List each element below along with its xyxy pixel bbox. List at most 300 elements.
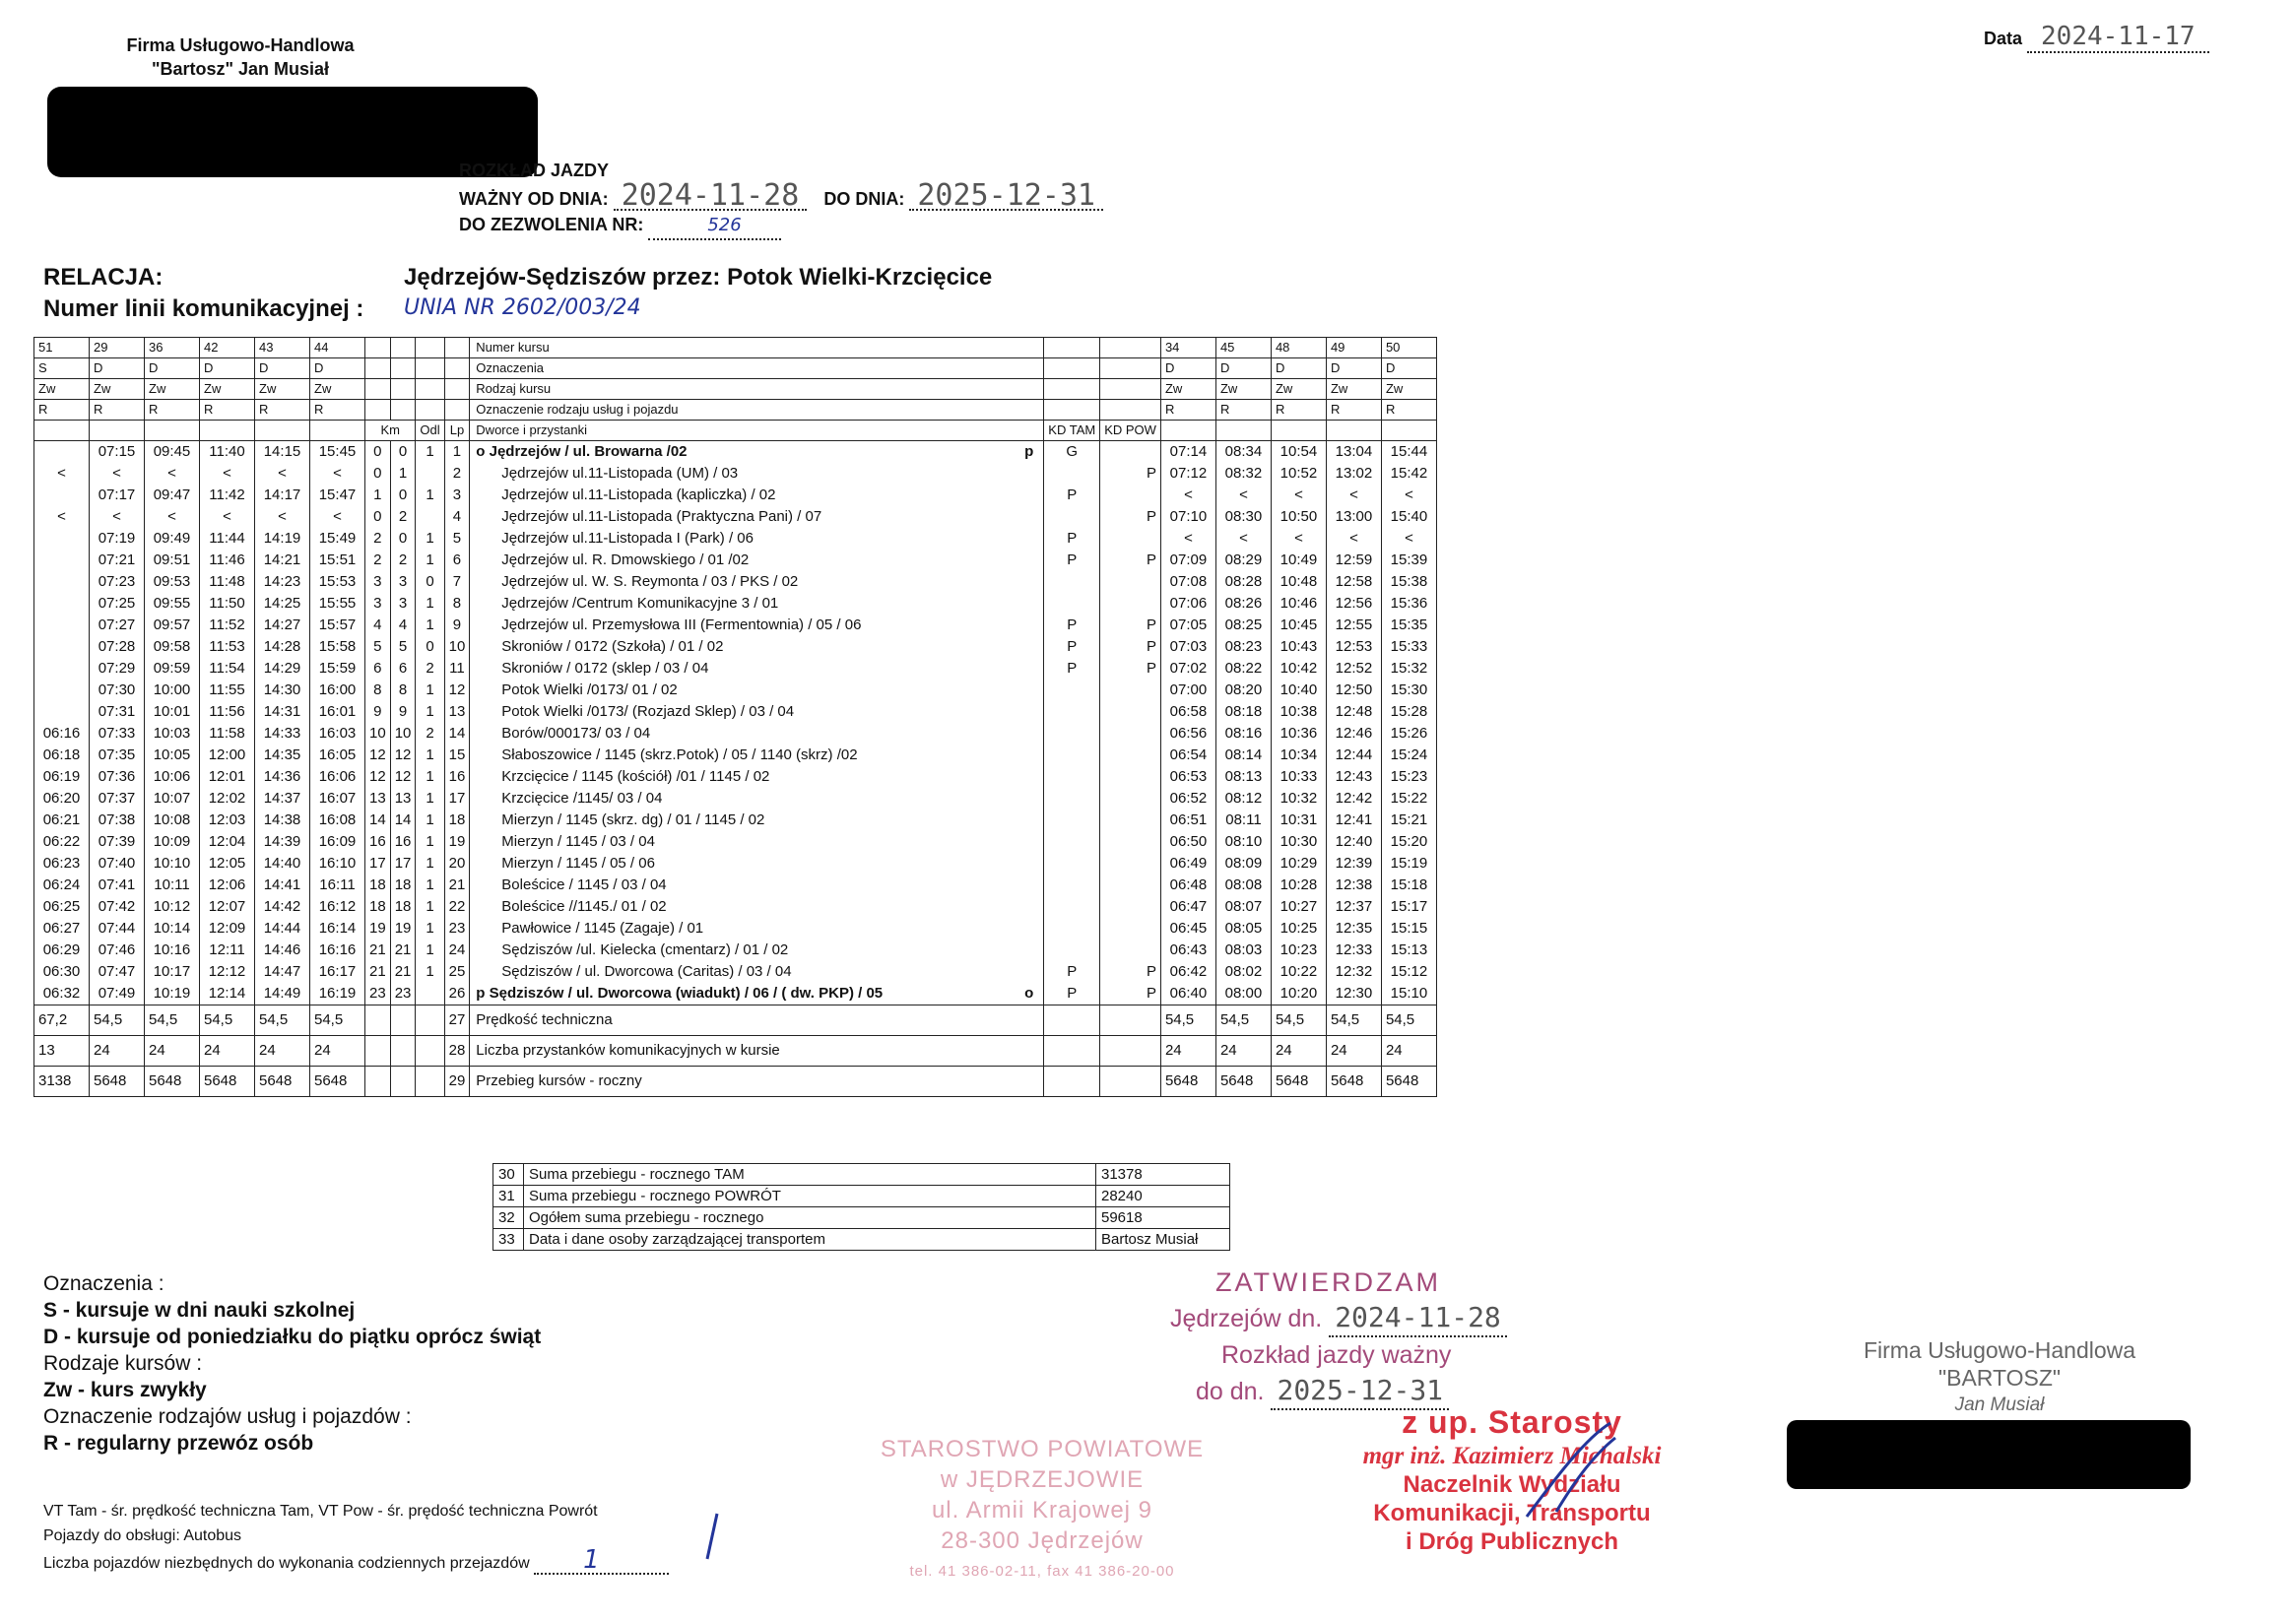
departure-time: 07:14 xyxy=(1160,441,1215,464)
course-header-cell: R xyxy=(145,400,200,421)
stop-name-text: Boleścice //1145./ 01 / 02 xyxy=(501,898,667,915)
departure-time: 10:34 xyxy=(1271,745,1326,766)
departure-time: 15:15 xyxy=(1381,918,1436,940)
departure-time: 08:22 xyxy=(1215,658,1271,680)
stop-number: 5 xyxy=(444,528,470,550)
empty-cell xyxy=(90,421,145,441)
stop-name-text: Jędrzejów ul. Przemysłowa III (Fermentownia) / 05 / 06 xyxy=(501,616,862,633)
stop-name xyxy=(470,506,1044,528)
kd-pow-value xyxy=(1100,485,1161,506)
stop-number: 29 xyxy=(444,1067,470,1097)
stop-name-text: Potok Wielki /0173/ 01 / 02 xyxy=(501,681,678,698)
empty-cell xyxy=(365,358,391,379)
departure-time: 12:44 xyxy=(1326,745,1381,766)
course-header-cell: 49 xyxy=(1326,338,1381,358)
kd-tam-value xyxy=(1044,745,1100,766)
stop-number: 8 xyxy=(444,593,470,615)
kd-pow-value xyxy=(1100,918,1161,940)
empty-cell xyxy=(444,400,470,421)
departure-time: 15:28 xyxy=(1381,701,1436,723)
departure-time: 12:38 xyxy=(1326,875,1381,896)
summary-value: 24 xyxy=(1215,1036,1271,1067)
odl-head: Odl xyxy=(416,421,444,441)
kd-pow-value: P xyxy=(1100,550,1161,571)
note-count-row xyxy=(43,1545,669,1576)
note-vehicles: Pojazdy do obsługi: Autobus xyxy=(43,1527,242,1544)
departure-time: 06:23 xyxy=(34,853,90,875)
stop-name-text: o Jędrzejów / ul. Browarna /02 xyxy=(476,443,688,460)
stop-row xyxy=(34,550,1437,571)
empty-cell xyxy=(145,421,200,441)
stop-number: 28 xyxy=(444,1036,470,1067)
stop-number: 15 xyxy=(444,745,470,766)
kd-pow-value xyxy=(1100,593,1161,615)
km-value: 10 xyxy=(365,723,391,745)
company-name xyxy=(102,33,378,81)
summary-label: Suma przebiegu - rocznego POWRÓT xyxy=(524,1186,1096,1207)
approval-l4: do dn. xyxy=(1196,1378,1265,1405)
approval-l2: Jędrzejów dn. xyxy=(1170,1305,1323,1332)
departure-time: 12:00 xyxy=(200,745,255,766)
departure-time: 07:46 xyxy=(90,940,145,961)
empty-cell xyxy=(1044,1036,1100,1067)
header-row xyxy=(34,379,1437,400)
course-header-cell: D xyxy=(1381,358,1436,379)
departure-time: 10:54 xyxy=(1271,441,1326,464)
distance-value: 1 xyxy=(416,766,444,788)
departure-time xyxy=(34,528,90,550)
km-value: 16 xyxy=(390,831,416,853)
stop-name xyxy=(470,485,1044,506)
course-header-cell: 45 xyxy=(1215,338,1271,358)
redacted-signature xyxy=(1787,1420,2191,1489)
distance-value: 1 xyxy=(416,615,444,636)
distance-value: 2 xyxy=(416,658,444,680)
departure-time: 06:27 xyxy=(34,918,90,940)
summary-value: 54,5 xyxy=(1160,1005,1215,1036)
departure-time: 10:36 xyxy=(1271,723,1326,745)
km-value: 8 xyxy=(365,680,391,701)
stop-name xyxy=(470,918,1044,940)
stop-name-text: Jędrzejów ul. W. S. Reymonta / 03 / PKS / 02 xyxy=(501,573,799,590)
stop-name xyxy=(470,593,1044,615)
departure-time: 12:48 xyxy=(1326,701,1381,723)
stop-name xyxy=(470,788,1044,810)
departure-time: 08:32 xyxy=(1215,463,1271,485)
departure-time: 14:28 xyxy=(255,636,310,658)
departure-time: 15:55 xyxy=(310,593,365,615)
km-value: 4 xyxy=(390,615,416,636)
departure-time: 12:42 xyxy=(1326,788,1381,810)
stop-name xyxy=(470,528,1044,550)
departure-time: 12:50 xyxy=(1326,680,1381,701)
empty-cell xyxy=(1044,1005,1100,1036)
departure-time: 12:39 xyxy=(1326,853,1381,875)
course-header-cell: Zw xyxy=(34,379,90,400)
course-header-cell: R xyxy=(1326,400,1381,421)
stop-number: 25 xyxy=(444,961,470,983)
departure-time: 08:13 xyxy=(1215,766,1271,788)
summary-value: 67,2 xyxy=(34,1005,90,1036)
km-value: 3 xyxy=(365,593,391,615)
course-header-cell: 50 xyxy=(1381,338,1436,358)
departure-time: 06:48 xyxy=(1160,875,1215,896)
company-line2: "Bartosz" Jan Musiał xyxy=(151,59,330,79)
stop-row xyxy=(34,506,1437,528)
legend-r: R - regularny przewóz osób xyxy=(43,1432,314,1455)
empty-cell xyxy=(1044,400,1100,421)
departure-time: 12:14 xyxy=(200,983,255,1005)
empty-cell xyxy=(1381,421,1436,441)
stop-mark: p xyxy=(1024,443,1034,460)
departure-time: 15:35 xyxy=(1381,615,1436,636)
summary-value: 5648 xyxy=(200,1067,255,1097)
departure-time: 10:19 xyxy=(145,983,200,1005)
course-header-cell: 43 xyxy=(255,338,310,358)
kd-pow-value xyxy=(1100,745,1161,766)
annual-summary-row xyxy=(493,1229,1230,1251)
km-value: 18 xyxy=(390,896,416,918)
departure-time: 12:56 xyxy=(1326,593,1381,615)
departure-time: 06:40 xyxy=(1160,983,1215,1005)
departure-time: 06:52 xyxy=(1160,788,1215,810)
departure-time xyxy=(34,593,90,615)
distance-value: 1 xyxy=(416,788,444,810)
departure-time: 10:23 xyxy=(1271,940,1326,961)
departure-time: 14:33 xyxy=(255,723,310,745)
stop-number: 10 xyxy=(444,636,470,658)
summary-label: Prędkość techniczna xyxy=(470,1005,1044,1036)
departure-time: 06:43 xyxy=(1160,940,1215,961)
departure-time: 06:54 xyxy=(1160,745,1215,766)
departure-time: 06:21 xyxy=(34,810,90,831)
course-header-cell: D xyxy=(90,358,145,379)
empty-cell xyxy=(1100,400,1161,421)
course-header-cell: R xyxy=(1271,400,1326,421)
departure-time: 11:55 xyxy=(200,680,255,701)
departure-time: 08:29 xyxy=(1215,550,1271,571)
course-header-cell: 51 xyxy=(34,338,90,358)
departure-time: 06:42 xyxy=(1160,961,1215,983)
kd-tam-value xyxy=(1044,831,1100,853)
summary-value: 13 xyxy=(34,1036,90,1067)
departure-time: 07:39 xyxy=(90,831,145,853)
km-value: 18 xyxy=(365,875,391,896)
annual-summary-row xyxy=(493,1186,1230,1207)
departure-time: < xyxy=(1326,485,1381,506)
stop-number: 21 xyxy=(444,875,470,896)
km-value: 18 xyxy=(390,875,416,896)
valid-to-label: DO DNIA: xyxy=(823,189,905,209)
km-value: 0 xyxy=(390,485,416,506)
km-value: 10 xyxy=(390,723,416,745)
departure-time: 07:15 xyxy=(90,441,145,464)
km-value: 21 xyxy=(365,961,391,983)
departure-time: 06:29 xyxy=(34,940,90,961)
line-number-value: UNIA NR 2602/003/24 xyxy=(404,295,641,320)
summary-value: 24 xyxy=(145,1036,200,1067)
departure-time: 15:58 xyxy=(310,636,365,658)
departure-time: 15:47 xyxy=(310,485,365,506)
departure-time: 15:22 xyxy=(1381,788,1436,810)
departure-time: 10:16 xyxy=(145,940,200,961)
departure-time: 10:12 xyxy=(145,896,200,918)
departure-time: 07:49 xyxy=(90,983,145,1005)
km-value: 17 xyxy=(390,853,416,875)
departure-time: 07:03 xyxy=(1160,636,1215,658)
departure-time: 11:40 xyxy=(200,441,255,464)
distance-value xyxy=(416,463,444,485)
departure-time: 14:47 xyxy=(255,961,310,983)
departure-time: < xyxy=(200,506,255,528)
departure-time: 12:04 xyxy=(200,831,255,853)
km-value: 5 xyxy=(365,636,391,658)
departure-time: < xyxy=(310,506,365,528)
stop-name xyxy=(470,896,1044,918)
stop-row xyxy=(34,918,1437,940)
departure-time: 07:47 xyxy=(90,961,145,983)
departure-time: 14:27 xyxy=(255,615,310,636)
course-header-cell: R xyxy=(1215,400,1271,421)
stop-number: 6 xyxy=(444,550,470,571)
departure-time: 06:19 xyxy=(34,766,90,788)
departure-time: 15:21 xyxy=(1381,810,1436,831)
stop-number: 9 xyxy=(444,615,470,636)
departure-time: 16:05 xyxy=(310,745,365,766)
departure-time: < xyxy=(34,463,90,485)
distance-value: 2 xyxy=(416,723,444,745)
kd-pow-value: P xyxy=(1100,636,1161,658)
empty-cell xyxy=(365,379,391,400)
course-header-cell: Zw xyxy=(90,379,145,400)
summary-value: 5648 xyxy=(1381,1067,1436,1097)
stop-name-text: Sędziszów / ul. Dworcowa (Caritas) / 03 / 04 xyxy=(501,963,792,980)
empty-cell xyxy=(1100,1005,1161,1036)
departure-time: 10:48 xyxy=(1271,571,1326,593)
departure-time: 11:58 xyxy=(200,723,255,745)
departure-time xyxy=(34,680,90,701)
departure-time: 07:44 xyxy=(90,918,145,940)
departure-time: < xyxy=(145,506,200,528)
distance-value: 1 xyxy=(416,441,444,464)
departure-time: 16:16 xyxy=(310,940,365,961)
departure-time: < xyxy=(34,506,90,528)
departure-time: 14:25 xyxy=(255,593,310,615)
office-stamp-l5: tel. 41 386-02-11, fax 41 386-20-00 xyxy=(909,1563,1175,1580)
summary-value: 54,5 xyxy=(200,1005,255,1036)
km-value: 4 xyxy=(365,615,391,636)
summary-value: 5648 xyxy=(1215,1067,1271,1097)
km-value: 0 xyxy=(365,463,391,485)
departure-time: 10:08 xyxy=(145,810,200,831)
departure-time: 08:18 xyxy=(1215,701,1271,723)
row-number: 31 xyxy=(493,1186,524,1207)
approval-stamp xyxy=(1170,1264,1544,1410)
departure-time: 16:09 xyxy=(310,831,365,853)
departure-time: 11:50 xyxy=(200,593,255,615)
stop-number: 22 xyxy=(444,896,470,918)
kd-pow-value xyxy=(1100,788,1161,810)
summary-value: 24 xyxy=(1160,1036,1215,1067)
note-count-value: 1 xyxy=(534,1548,669,1575)
row-number: 30 xyxy=(493,1164,524,1186)
departure-time: 14:21 xyxy=(255,550,310,571)
note-count: Liczba pojazdów niezbędnych do wykonania codziennych przejazdów xyxy=(43,1555,530,1572)
departure-time: 07:08 xyxy=(1160,571,1215,593)
km-value: 3 xyxy=(365,571,391,593)
departure-time: 08:12 xyxy=(1215,788,1271,810)
departure-time xyxy=(34,615,90,636)
empty-cell xyxy=(1100,338,1161,358)
empty-cell xyxy=(365,338,391,358)
empty-cell xyxy=(390,358,416,379)
summary-value: 5648 xyxy=(1271,1067,1326,1097)
stop-number: 12 xyxy=(444,680,470,701)
distance-value: 1 xyxy=(416,550,444,571)
summary-value: 24 xyxy=(1326,1036,1381,1067)
departure-time: 08:03 xyxy=(1215,940,1271,961)
row-number: 33 xyxy=(493,1229,524,1251)
legend-s: S - kursuje w dni nauki szkolnej xyxy=(43,1299,356,1322)
course-header-cell: R xyxy=(1381,400,1436,421)
departure-time: 08:25 xyxy=(1215,615,1271,636)
signature-mark xyxy=(1517,1418,1625,1526)
departure-time: 15:42 xyxy=(1381,463,1436,485)
departure-time: 15:18 xyxy=(1381,875,1436,896)
timetable xyxy=(33,337,1437,1097)
kd-tam-value xyxy=(1044,875,1100,896)
departure-time: 15:32 xyxy=(1381,658,1436,680)
summary-value: 5648 xyxy=(1160,1067,1215,1097)
empty-cell xyxy=(416,1036,444,1067)
summary-value: 54,5 xyxy=(1215,1005,1271,1036)
departure-time: 06:56 xyxy=(1160,723,1215,745)
empty-cell xyxy=(416,1067,444,1097)
summary-label: Przebieg kursów - roczny xyxy=(470,1067,1044,1097)
summary-value: 54,5 xyxy=(255,1005,310,1036)
departure-time: 09:55 xyxy=(145,593,200,615)
departure-time: 10:14 xyxy=(145,918,200,940)
kd-tam-value xyxy=(1044,680,1100,701)
departure-time: 16:12 xyxy=(310,896,365,918)
departure-time xyxy=(34,658,90,680)
km-value: 13 xyxy=(365,788,391,810)
legend-kinds-title: Rodzaje kursów : xyxy=(43,1352,203,1375)
departure-time: 06:53 xyxy=(1160,766,1215,788)
stop-number: 4 xyxy=(444,506,470,528)
distance-value: 1 xyxy=(416,810,444,831)
departure-time: 12:59 xyxy=(1326,550,1381,571)
stop-name xyxy=(470,810,1044,831)
course-header-cell: D xyxy=(1326,358,1381,379)
stop-number: 2 xyxy=(444,463,470,485)
empty-cell xyxy=(365,1036,391,1067)
empty-cell xyxy=(200,421,255,441)
stop-number: 17 xyxy=(444,788,470,810)
departure-time: 08:10 xyxy=(1215,831,1271,853)
kd-pow-value xyxy=(1100,571,1161,593)
departure-time: 10:52 xyxy=(1271,463,1326,485)
departure-time: 08:30 xyxy=(1215,506,1271,528)
stop-name xyxy=(470,940,1044,961)
annual-summary-row xyxy=(493,1164,1230,1186)
km-value: 12 xyxy=(390,766,416,788)
course-header-cell: 36 xyxy=(145,338,200,358)
departure-time: 14:42 xyxy=(255,896,310,918)
column-heads-row xyxy=(34,421,1437,441)
departure-time: 11:44 xyxy=(200,528,255,550)
departure-time: 16:19 xyxy=(310,983,365,1005)
stop-number: 18 xyxy=(444,810,470,831)
departure-time: 07:06 xyxy=(1160,593,1215,615)
departure-time: 10:25 xyxy=(1271,918,1326,940)
summary-value: 54,5 xyxy=(1326,1005,1381,1036)
empty-cell xyxy=(310,421,365,441)
kd-pow-value: P xyxy=(1100,506,1161,528)
stop-number: 24 xyxy=(444,940,470,961)
departure-time: < xyxy=(200,463,255,485)
stop-row xyxy=(34,441,1437,464)
departure-time: 09:45 xyxy=(145,441,200,464)
distance-value: 1 xyxy=(416,896,444,918)
departure-time: 12:06 xyxy=(200,875,255,896)
summary-label: Suma przebiegu - rocznego TAM xyxy=(524,1164,1096,1186)
stop-number: 27 xyxy=(444,1005,470,1036)
course-header-cell: D xyxy=(1271,358,1326,379)
summary-value: 5648 xyxy=(310,1067,365,1097)
km-value: 19 xyxy=(390,918,416,940)
stop-row xyxy=(34,701,1437,723)
departure-time: 15:40 xyxy=(1381,506,1436,528)
km-value: 16 xyxy=(365,831,391,853)
kd-tam-value: P xyxy=(1044,961,1100,983)
summary-label: Data i dane osoby zarządzającej transportem xyxy=(524,1229,1096,1251)
departure-time: < xyxy=(145,463,200,485)
departure-time: 09:51 xyxy=(145,550,200,571)
departure-time: 06:49 xyxy=(1160,853,1215,875)
stop-name-text: Krzcięcice /1145/ 03 / 04 xyxy=(501,790,663,807)
summary-value: 31378 xyxy=(1096,1164,1230,1186)
stop-name xyxy=(470,571,1044,593)
kd-tam-head: KD TAM xyxy=(1044,421,1100,441)
departure-time: 11:48 xyxy=(200,571,255,593)
summary-value: 54,5 xyxy=(310,1005,365,1036)
kd-tam-value xyxy=(1044,788,1100,810)
departure-time: 12:12 xyxy=(200,961,255,983)
departure-time: 07:29 xyxy=(90,658,145,680)
stop-name-text: Skroniów / 0172 (sklep / 03 / 04 xyxy=(501,660,709,677)
departure-time: 10:45 xyxy=(1271,615,1326,636)
stop-number: 26 xyxy=(444,983,470,1005)
departure-time: 14:31 xyxy=(255,701,310,723)
departure-time: 16:08 xyxy=(310,810,365,831)
summary-label: Liczba przystanków komunikacyjnych w kursie xyxy=(470,1036,1044,1067)
departure-time: 14:30 xyxy=(255,680,310,701)
course-header-cell: R xyxy=(90,400,145,421)
distance-value: 1 xyxy=(416,701,444,723)
departure-time: 08:07 xyxy=(1215,896,1271,918)
course-header-cell: Zw xyxy=(1271,379,1326,400)
kd-tam-value xyxy=(1044,701,1100,723)
km-value: 5 xyxy=(390,636,416,658)
departure-time: < xyxy=(1160,528,1215,550)
departure-time: 08:00 xyxy=(1215,983,1271,1005)
departure-time: 08:26 xyxy=(1215,593,1271,615)
summary-value: 5648 xyxy=(255,1067,310,1097)
stop-name-text: Jędrzejów ul. R. Dmowskiego / 01 /02 xyxy=(501,551,750,568)
kd-pow-value: P xyxy=(1100,961,1161,983)
departure-time: 10:11 xyxy=(145,875,200,896)
